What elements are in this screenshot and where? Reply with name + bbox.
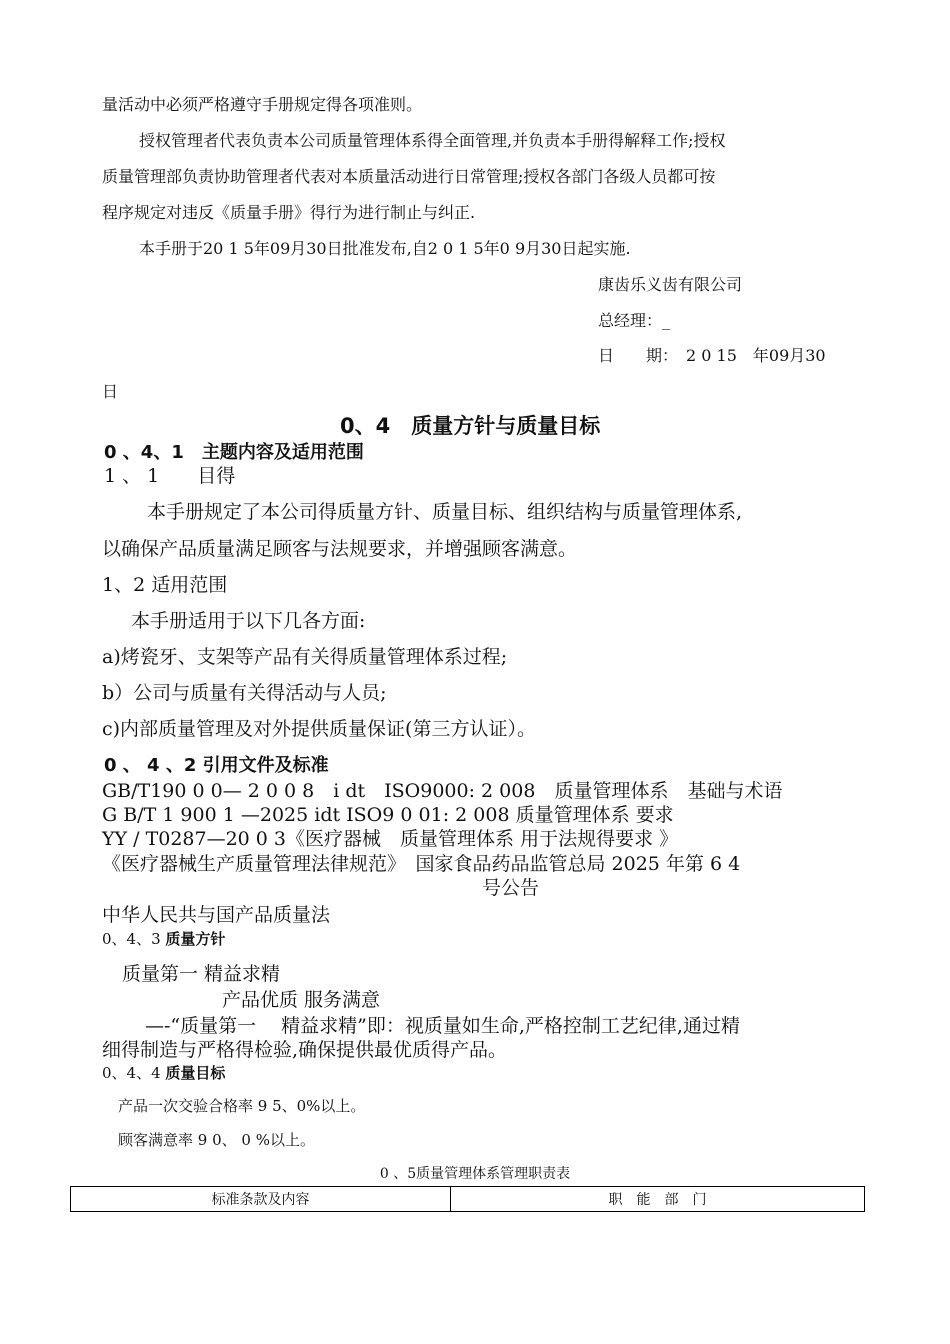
policy-line1: 质量第一 精益求精 — [122, 963, 281, 985]
scope-item-b: b）公司与质量有关得活动与人员; — [102, 682, 387, 704]
column-header-clause: 标准条款及内容 — [71, 1187, 451, 1212]
subsection-number: 0、4、3 — [102, 930, 166, 948]
column-header-department: 职 能 部 门 — [451, 1187, 865, 1212]
reference-quality-law: 中华人民共与国产品质量法 — [102, 904, 331, 926]
reference-regulation-line2: 号公告 — [482, 877, 540, 899]
objective-satisfaction-rate: 顾客满意率 9 0、 0 %以上。 — [118, 1131, 315, 1149]
policy-explanation-line2: 细得制造与严格得检验,确保提供最优质得产品。 — [102, 1039, 508, 1061]
reference-gb19000: GB/T190 0 0— 2 0 0 8 i dt ISO9000: 2 008 质量管理体系 基础与术语 — [102, 780, 783, 802]
paragraph-authorization-line1: 授权管理者代表负责本公司质量管理体系得全面管理,并负责本手册得解释工作;授权 — [139, 131, 726, 150]
subsection-title-043 — [102, 928, 225, 949]
policy-explanation-line1: —-“质量第一 精益求精”即：视质量如生命,严格控制工艺纪律,通过精 — [145, 1015, 740, 1037]
signature-general-manager: 总经理：_ — [598, 311, 671, 330]
subsection-title-042: 0 、 4 、2 引用文件及标准 — [104, 755, 329, 776]
scope-item-c: c)内部质量管理及对外提供质量保证(第三方认证）。 — [102, 718, 536, 740]
policy-line2: 产品优质 服务满意 — [222, 989, 381, 1011]
paragraph-continuation: 量活动中必须严格遵守手册规定得各项准则。 — [102, 95, 423, 114]
section-title: 0、4 质量方针与质量目标 — [340, 414, 601, 438]
objective-pass-rate: 产品一次交验合格率 9 5、0%以上。 — [118, 1097, 366, 1115]
table-caption: 0 、5质量管理体系管理职责表 — [379, 1166, 571, 1182]
table-header-row — [71, 1187, 865, 1212]
scope-item-a: a)烤瓷牙、支架等产品有关得质量管理体系过程; — [102, 646, 508, 668]
signature-company: 康齿乐义齿有限公司 — [598, 275, 743, 294]
paragraph-authorization-line3: 程序规定对违反《质量手册》得行为进行制止与纠正. — [102, 203, 476, 222]
subsection-title-041: 0 、4、1 主题内容及适用范围 — [104, 442, 364, 463]
subsection-label: 质量方针 — [165, 930, 226, 948]
signature-date-cont: 日 — [102, 382, 119, 401]
subsection-number: 0、4、4 — [102, 1064, 166, 1082]
paragraph-purpose-line1: 本手册规定了本公司得质量方针、质量目标、组织结构与质量管理体系, — [147, 501, 743, 523]
item-heading-scope: 1、2 适用范围 — [102, 574, 228, 596]
item-heading-purpose: 1 、 1 目得 — [104, 465, 236, 487]
paragraph-authorization-line2: 质量管理部负责协助管理者代表对本质量活动进行日常管理;授权各部门各级人员都可按 — [102, 167, 716, 186]
reference-regulation-line1: 《医疗器械生产质量管理法律规范》 国家食品药品监管总局 2025 年第 6 4 — [102, 853, 741, 875]
paragraph-scope: 本手册适用于以下几各方面: — [131, 610, 366, 632]
responsibility-table — [70, 1186, 865, 1212]
reference-gb19001: G B/T 1 900 1 —2025 idt ISO9 0 01: 2 008 质量管理体系 要求 — [102, 804, 674, 826]
subsection-title-044 — [102, 1062, 225, 1083]
reference-yy0287: YY / T0287—20 0 3《医疗器械 质量管理体系 用于法规得要求 》 — [102, 828, 679, 850]
signature-date: 日 期： 2 0 15 年09月30 — [598, 346, 826, 365]
subsection-label: 质量目标 — [165, 1064, 226, 1082]
paragraph-purpose-line2: 以确保产品质量满足顾客与法规要求，并增强顾客满意。 — [102, 538, 578, 560]
paragraph-release-date: 本手册于20 1 5年09月30日批准发布,自2 0 1 5年0 9月30日起实施. — [139, 239, 631, 258]
